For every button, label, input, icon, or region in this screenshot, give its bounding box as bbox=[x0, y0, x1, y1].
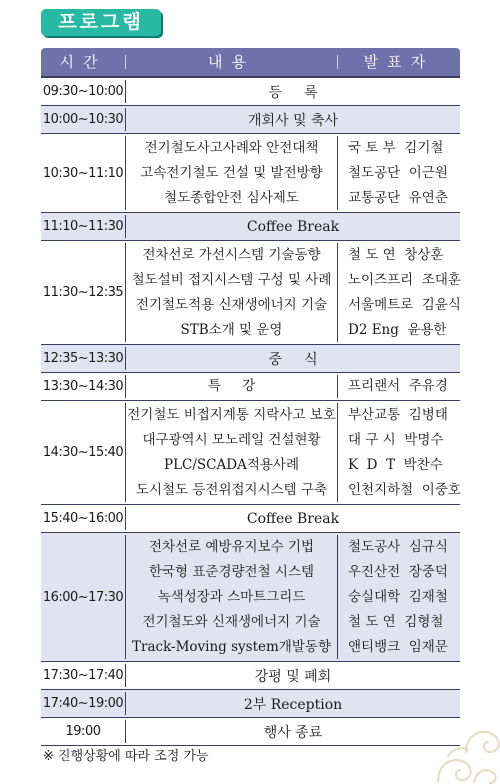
row-time: 15:40~16:00 bbox=[42, 511, 124, 526]
table-row bbox=[41, 134, 460, 213]
speaker-item: D2 Eng 윤용한 bbox=[348, 321, 447, 338]
table-row bbox=[41, 345, 460, 373]
row-event: 강평 및 폐회 bbox=[254, 668, 332, 685]
session-topics bbox=[126, 533, 337, 661]
topic-item: 철도설비 접지시스템 구성 및 사례 bbox=[131, 271, 332, 288]
row-event: 등 록 bbox=[268, 84, 318, 101]
topic-item: 전기철도적용 신재생에너지 기술 bbox=[135, 296, 328, 313]
session-speakers bbox=[338, 533, 460, 661]
speaker-item: 철 도 연 창상훈 bbox=[348, 246, 444, 263]
table-row bbox=[41, 241, 460, 345]
table-row bbox=[41, 76, 460, 106]
row-event: 행사 종료 bbox=[263, 724, 323, 741]
speaker-item: 앤티뱅크 임재문 bbox=[348, 638, 448, 655]
schedule-table bbox=[41, 48, 460, 746]
speaker-item: 국 토 부 김기철 bbox=[348, 139, 444, 156]
session-topics bbox=[126, 373, 337, 400]
topic-item: 전차선로 예방유지보수 기법 bbox=[148, 538, 315, 555]
session-speakers bbox=[338, 241, 460, 344]
row-time: 11:30~12:35 bbox=[42, 285, 124, 300]
row-event: Coffee Break bbox=[246, 510, 340, 527]
row-event: 중 식 bbox=[268, 351, 318, 368]
table-row bbox=[41, 106, 460, 134]
topic-item: 전기철도사고사례와 안전대책 bbox=[144, 139, 319, 156]
row-time: 19:00 bbox=[65, 724, 101, 739]
session-topics bbox=[126, 401, 337, 504]
topic-item: 철도종합안전 심사제도 bbox=[164, 189, 299, 206]
row-time: 10:00~10:30 bbox=[42, 112, 124, 127]
table-row bbox=[41, 662, 460, 690]
session-speakers bbox=[338, 134, 460, 212]
footnote: ※ 진행상황에 따라 조정 가능 bbox=[43, 749, 209, 764]
table-row bbox=[41, 373, 460, 401]
row-time: 17:30~17:40 bbox=[42, 668, 124, 683]
speaker-item: 철도공사 심규식 bbox=[348, 538, 448, 555]
speaker-item: 철도공단 이근원 bbox=[348, 164, 448, 181]
topic-item: 고속전기철도 건설 및 발전방향 bbox=[140, 164, 323, 181]
speaker-item: 철 도 연 김형철 bbox=[348, 613, 444, 630]
topic-item: 도시철도 등전위접지시스템 구축 bbox=[135, 481, 328, 498]
topic-item: 한국형 표준경량전철 시스템 bbox=[148, 563, 315, 580]
row-time: 09:30~10:00 bbox=[42, 84, 124, 99]
row-time: 12:35~13:30 bbox=[42, 351, 124, 366]
row-event: Coffee Break bbox=[246, 218, 340, 235]
header-time: 시간 bbox=[59, 53, 107, 71]
table-row bbox=[41, 505, 460, 533]
row-time: 13:30~14:30 bbox=[42, 379, 124, 394]
topic-item: 녹색성장과 스마트그리드 bbox=[157, 588, 306, 605]
row-time: 11:10~11:30 bbox=[42, 219, 124, 234]
speaker-item: 우진산전 장중덕 bbox=[348, 563, 448, 580]
speaker-item: 숭실대학 김재철 bbox=[348, 588, 448, 605]
table-row bbox=[41, 533, 460, 662]
table-row bbox=[41, 718, 460, 746]
program-badge: 프로그램 bbox=[41, 9, 161, 36]
speaker-item: 노이즈프리 조대훈 bbox=[348, 271, 461, 288]
topic-item: 전기철도 비접지계통 지락사고 보호 bbox=[127, 406, 336, 423]
session-topics bbox=[126, 134, 337, 212]
topic-item: 전차선로 가선시스템 기술동향 bbox=[142, 246, 321, 263]
header-content: 내용 bbox=[208, 53, 255, 71]
topic-item: Track-Moving system개발동향 bbox=[132, 638, 331, 655]
session-speakers bbox=[338, 373, 460, 400]
row-event: 개회사 및 축사 bbox=[247, 112, 339, 129]
table-row bbox=[41, 213, 460, 241]
speaker-item: 서울메트로 김윤식 bbox=[348, 296, 461, 313]
topic-item: PLC/SCADA적용사례 bbox=[164, 456, 299, 473]
session-topics bbox=[126, 241, 337, 344]
speaker-item: 대 구 시 박명수 bbox=[348, 431, 444, 448]
speaker-item: K D T 박찬수 bbox=[348, 456, 443, 473]
row-time: 10:30~11:10 bbox=[42, 165, 124, 181]
decorative-swirl-icon bbox=[418, 712, 500, 784]
header-speaker: 발표자 bbox=[363, 53, 435, 71]
table-header bbox=[41, 48, 460, 76]
row-time: 17:40~19:00 bbox=[42, 696, 124, 711]
row-time: 16:00~17:30 bbox=[42, 589, 124, 605]
topic-item: 전기철도와 신재생에너지 기술 bbox=[142, 613, 321, 630]
session-speakers bbox=[338, 401, 460, 504]
speaker-item: 교통공단 유연춘 bbox=[348, 189, 448, 206]
row-time: 14:30~15:40 bbox=[42, 445, 124, 460]
speaker-item: 부산교통 김병태 bbox=[348, 406, 448, 423]
topic-item: 특 강 bbox=[207, 378, 256, 394]
topic-item: 대구광역시 모노레일 건설현황 bbox=[142, 431, 321, 448]
speaker-item: 인천지하철 이중호 bbox=[348, 481, 461, 498]
table-row bbox=[41, 690, 460, 718]
topic-item: STB소개 및 운영 bbox=[180, 321, 283, 338]
row-event: 2부 Reception bbox=[243, 696, 343, 713]
speaker-item: 프리랜서 주유경 bbox=[348, 378, 448, 394]
table-row bbox=[41, 401, 460, 505]
